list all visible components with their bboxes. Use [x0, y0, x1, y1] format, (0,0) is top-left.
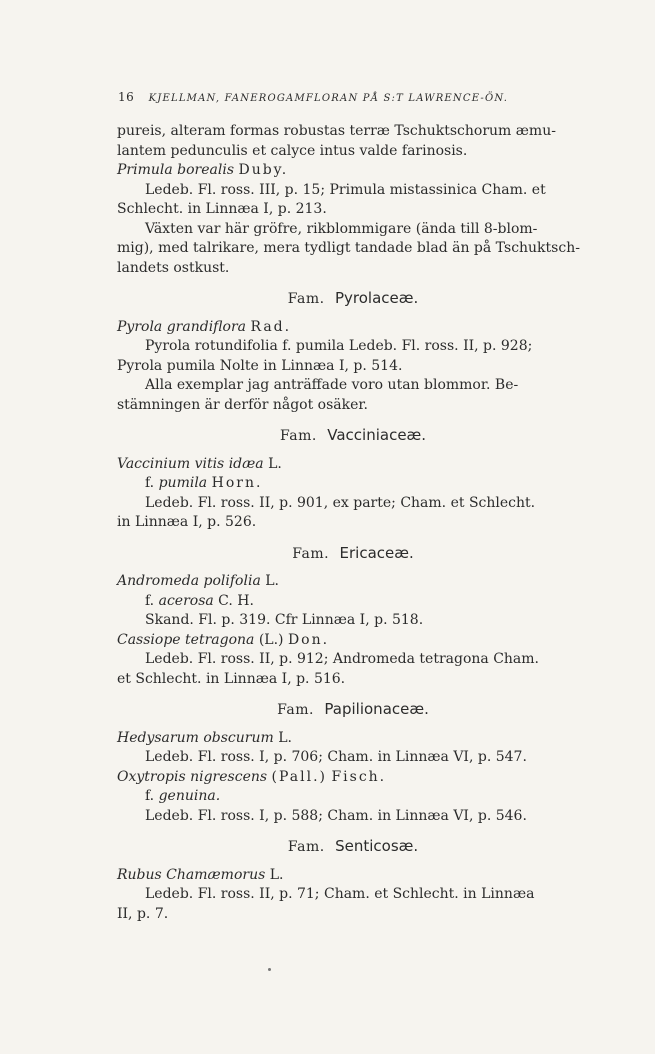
- text-line: lantem pedunculis et calyce intus valde farinosis.: [117, 142, 468, 159]
- page-header: [118, 90, 588, 104]
- family-label: Fam.: [277, 702, 314, 718]
- form-name: genuina.: [158, 788, 221, 804]
- text-line: Alla exemplar jag anträffade voro utan blommor. Be-: [145, 377, 519, 393]
- species-author: Don.: [287, 631, 330, 648]
- species-name: Vaccinium vitis idæa: [117, 455, 264, 472]
- text-line: stämningen är derför något osäker.: [117, 396, 369, 413]
- species-author: (Pall.): [271, 768, 327, 785]
- family-heading: [117, 837, 589, 858]
- form-prefix: f.: [145, 592, 155, 609]
- text-line: pureis, alteram formas robustas terræ Tschuktschorum æmu-: [117, 123, 556, 139]
- family-name: Vacciniaceæ.: [327, 426, 427, 444]
- text-line: Pyrola pumila Nolte in Linnæa I, p. 514.: [117, 357, 403, 374]
- family-name: Pyrolaceæ.: [335, 289, 419, 307]
- form-entry: [117, 474, 589, 494]
- text-line: Ledeb. Fl. ross. II, p. 71; Cham. et Schlecht. in Linnæa: [145, 886, 535, 902]
- form-prefix: f.: [145, 475, 155, 491]
- text-line: Ledeb. Fl. ross. II, p. 912; Andromeda tetragona Cham.: [145, 651, 539, 667]
- page-number: 16: [118, 90, 135, 104]
- form-name: acerosa: [158, 592, 214, 609]
- species-entry: [117, 729, 589, 749]
- species-entry: [117, 768, 589, 788]
- text-line: in Linnæa I, p. 526.: [117, 514, 257, 530]
- form-name: pumila: [158, 475, 208, 491]
- species-author: Duby.: [238, 162, 289, 178]
- text-line: landets ostkust.: [117, 259, 230, 276]
- species-author: L.: [269, 866, 284, 883]
- species-name: Pyrola grandiflora: [117, 318, 246, 335]
- species-entry: [117, 631, 589, 651]
- text-line: Ledeb. Fl. ross. II, p. 901, ex parte; Cham. et Schlecht.: [145, 494, 536, 511]
- family-name: Papilionaceæ.: [324, 700, 429, 718]
- family-label: Fam.: [279, 428, 317, 444]
- species-name: Rubus Chamæmorus: [117, 866, 266, 883]
- ink-speck: [268, 968, 271, 971]
- text-line: mig), med talrikare, mera tydligt tandade blad än på Tschuktsch-: [117, 240, 580, 256]
- family-label: Fam.: [287, 291, 325, 307]
- species-entry: [117, 572, 589, 592]
- species-name: Hedysarum obscurum: [117, 729, 274, 746]
- family-heading: [117, 544, 589, 565]
- species-entry: [117, 161, 589, 181]
- species-name: Oxytropis nigrescens: [117, 768, 268, 785]
- species-author: (L.): [258, 631, 284, 648]
- species-name: Cassiope tetragona: [117, 631, 255, 648]
- species-author: Fisch.: [331, 768, 387, 785]
- text-line: Växten var här gröfre, rikblommigare (ända till 8-blom-: [145, 220, 538, 237]
- form-entry: [117, 787, 589, 807]
- family-heading: [117, 426, 589, 447]
- text-line: Pyrola rotundifolia f. pumila Ledeb. Fl. ross. II, p. 928;: [145, 338, 533, 354]
- species-name: Primula borealis: [117, 162, 235, 178]
- species-entry: [117, 866, 589, 886]
- form-entry: [117, 592, 589, 612]
- species-name: Andromeda polifolia: [117, 573, 261, 589]
- text-line: Ledeb. Fl. ross. I, p. 706; Cham. in Linnæa VI, p. 547.: [145, 749, 527, 765]
- text-line: Ledeb. Fl. ross. III, p. 15; Primula mistassinica Cham. et: [145, 181, 546, 198]
- species-entry: [117, 318, 589, 338]
- form-author: Horn.: [211, 475, 263, 491]
- text-line: Schlecht. in Linnæa I, p. 213.: [117, 201, 327, 217]
- species-author: L.: [268, 455, 282, 472]
- species-author: L.: [265, 573, 279, 589]
- species-author: Rad.: [250, 318, 292, 335]
- text-line: Ledeb. Fl. ross. I, p. 588; Cham. in Linnæa VI, p. 546.: [145, 807, 527, 824]
- family-name: Senticosæ.: [335, 837, 419, 855]
- family-heading: [117, 289, 589, 310]
- text-line: et Schlecht. in Linnæa I, p. 516.: [117, 670, 346, 687]
- text-line: II, p. 7.: [117, 905, 169, 922]
- family-label: Fam.: [287, 839, 325, 855]
- running-title: KJELLMAN, FANEROGAMFLORAN PÅ S:T LAWRENCE-ÖN.: [148, 93, 509, 104]
- family-label: Fam.: [292, 545, 330, 562]
- form-prefix: f.: [145, 788, 155, 804]
- page-body: [117, 122, 589, 924]
- form-author: C. H.: [218, 592, 254, 609]
- species-author: L.: [278, 729, 292, 746]
- species-entry: [117, 455, 589, 475]
- family-name: Ericaceæ.: [339, 543, 414, 562]
- text-line: Skand. Fl. p. 319. Cfr Linnæa I, p. 518.: [145, 612, 424, 628]
- family-heading: [117, 700, 589, 721]
